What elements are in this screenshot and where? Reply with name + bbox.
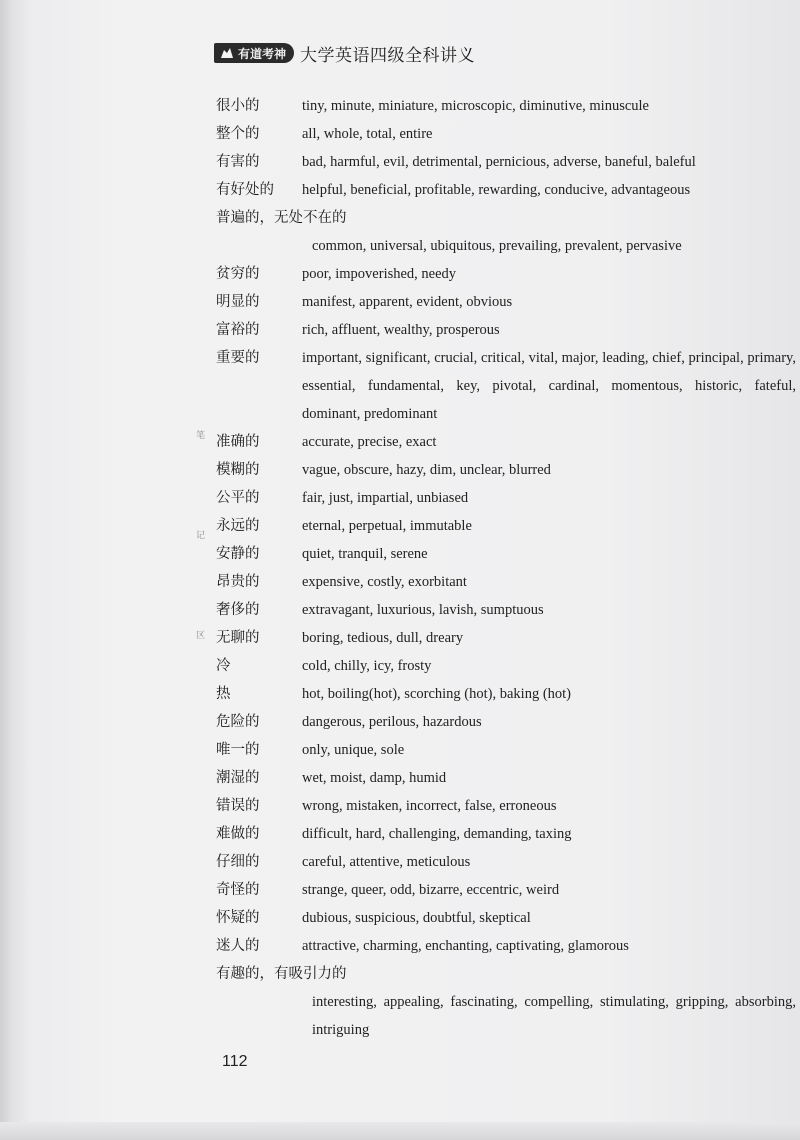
vocab-entry xyxy=(216,736,796,764)
vocab-synonyms: dangerous, perilous, hazardous xyxy=(302,714,482,730)
vocab-entry xyxy=(216,708,796,736)
vocab-term: 有好处的 xyxy=(216,182,274,198)
margin-note-mark-1: 笔 xyxy=(196,431,206,441)
vocab-entry xyxy=(216,456,796,484)
running-header xyxy=(214,40,475,66)
vocab-synonyms: fair, just, impartial, unbiased xyxy=(302,490,469,506)
vocab-entry xyxy=(216,288,796,316)
vocab-synonyms: important, significant, crucial, critical, vital, major, leading, chief, principal, primary, essential, fundamental, key, pivotal, cardinal, momentous, historic, fateful, dominant, predominant xyxy=(302,350,796,422)
vocab-term: 奢侈的 xyxy=(216,602,260,618)
vocab-term: 有趣的，有吸引力的 xyxy=(216,966,347,982)
vocab-term: 明显的 xyxy=(216,294,260,310)
vocab-entry xyxy=(216,876,796,904)
vocab-term: 公平的 xyxy=(216,490,260,506)
vocab-term: 难做的 xyxy=(216,826,260,842)
vocab-term: 怀疑的 xyxy=(216,910,260,926)
vocab-entry xyxy=(216,932,796,960)
vocab-synonyms: vague, obscure, hazy, dim, unclear, blurred xyxy=(302,462,551,478)
vocab-entry xyxy=(216,764,796,792)
vocab-entry xyxy=(216,260,796,288)
vocab-entry xyxy=(216,92,796,120)
vocab-term: 安静的 xyxy=(216,546,260,562)
vocab-synonyms: careful, attentive, meticulous xyxy=(302,854,471,870)
vocab-synonyms: difficult, hard, challenging, demanding, taxing xyxy=(302,826,572,842)
vocab-synonyms: all, whole, total, entire xyxy=(302,126,433,142)
brand-logo xyxy=(214,43,294,63)
vocab-term: 贫穷的 xyxy=(216,266,260,282)
vocab-entry xyxy=(216,904,796,932)
vocab-synonyms: wet, moist, damp, humid xyxy=(302,770,447,786)
vocab-synonyms: tiny, minute, miniature, microscopic, diminutive, minuscule xyxy=(302,98,649,114)
vocab-entry xyxy=(216,148,796,176)
vocabulary-list xyxy=(216,92,796,1044)
margin-note-mark-2: 记 xyxy=(196,531,206,541)
vocab-entry xyxy=(216,512,796,540)
vocab-term: 模糊的 xyxy=(216,462,260,478)
vocab-synonyms: bad, harmful, evil, detrimental, pernicious, adverse, baneful, baleful xyxy=(302,154,696,170)
vocab-entry xyxy=(216,176,796,204)
vocab-entry xyxy=(216,680,796,708)
vocab-synonyms: poor, impoverished, needy xyxy=(302,266,457,282)
page-gutter-shadow xyxy=(0,0,14,1140)
vocab-term: 昂贵的 xyxy=(216,574,260,590)
vocab-entry xyxy=(216,120,796,148)
vocab-synonyms: dubious, suspicious, doubtful, skeptical xyxy=(302,910,531,926)
vocab-entry xyxy=(216,484,796,512)
vocab-entry xyxy=(216,792,796,820)
vocab-term: 准确的 xyxy=(216,434,260,450)
vocab-synonyms: hot, boiling(hot), scorching (hot), baking (hot) xyxy=(302,686,572,702)
vocab-entry xyxy=(216,568,796,596)
vocab-entry xyxy=(216,960,796,988)
vocab-synonyms: rich, affluent, wealthy, prosperous xyxy=(302,322,500,338)
vocab-term: 奇怪的 xyxy=(216,882,260,898)
margin-note-mark-3: 区 xyxy=(196,631,206,641)
vocab-synonyms: eternal, perpetual, immutable xyxy=(302,518,472,534)
vocab-term: 迷人的 xyxy=(216,938,260,954)
vocab-entry xyxy=(216,652,796,680)
vocab-entry xyxy=(216,848,796,876)
vocab-synonyms: interesting, appealing, fascinating, compelling, stimulating, gripping, absorbing, intriguing xyxy=(312,994,796,1038)
vocab-entry xyxy=(216,204,796,232)
vocab-synonyms: only, unique, sole xyxy=(302,742,405,758)
vocab-term: 错误的 xyxy=(216,798,260,814)
vocab-entry xyxy=(216,624,796,652)
vocab-term: 富裕的 xyxy=(216,322,260,338)
page-bottom-edge xyxy=(0,1122,800,1140)
vocab-term: 潮湿的 xyxy=(216,770,260,786)
vocab-entry xyxy=(216,540,796,568)
vocab-term: 普遍的，无处不在的 xyxy=(216,210,347,226)
vocab-synonyms: common, universal, ubiquitous, prevailing, prevalent, pervasive xyxy=(312,238,682,254)
vocab-synonyms: accurate, precise, exact xyxy=(302,434,437,450)
vocab-term: 有害的 xyxy=(216,154,260,170)
vocab-term: 整个的 xyxy=(216,126,260,142)
vocab-entry xyxy=(216,820,796,848)
vocab-synonyms: quiet, tranquil, serene xyxy=(302,546,428,562)
vocab-synonyms: manifest, apparent, evident, obvious xyxy=(302,294,513,310)
vocab-synonyms: helpful, beneficial, profitable, rewarding, conducive, advantageous xyxy=(302,182,691,198)
vocab-synonyms: extravagant, luxurious, lavish, sumptuous xyxy=(302,602,544,618)
vocab-term: 热 xyxy=(216,686,231,702)
vocab-term: 仔细的 xyxy=(216,854,260,870)
vocab-term: 无聊的 xyxy=(216,630,260,646)
vocab-term: 重要的 xyxy=(216,350,260,366)
vocab-synonyms: strange, queer, odd, bizarre, eccentric, weird xyxy=(302,882,560,898)
vocab-synonyms: wrong, mistaken, incorrect, false, erroneous xyxy=(302,798,557,814)
vocab-term: 危险的 xyxy=(216,714,260,730)
brand-name: 有道考神 xyxy=(238,46,287,61)
book-title: 大学英语四级全科讲义 xyxy=(300,45,476,66)
vocab-entry xyxy=(216,596,796,624)
page-number: 112 xyxy=(222,1053,248,1070)
vocab-term: 永远的 xyxy=(216,518,260,534)
vocab-entry xyxy=(216,316,796,344)
owl-logo-icon xyxy=(220,47,234,59)
vocab-synonyms: cold, chilly, icy, frosty xyxy=(302,658,432,674)
vocab-synonyms: boring, tedious, dull, dreary xyxy=(302,630,464,646)
vocab-synonyms: attractive, charming, enchanting, captivating, glamorous xyxy=(302,938,629,954)
vocab-term: 很小的 xyxy=(216,98,260,114)
vocab-term: 冷 xyxy=(216,658,231,674)
vocab-entry xyxy=(216,344,796,428)
vocab-term: 唯一的 xyxy=(216,742,260,758)
vocab-synonyms: expensive, costly, exorbitant xyxy=(302,574,467,590)
vocab-entry xyxy=(216,428,796,456)
